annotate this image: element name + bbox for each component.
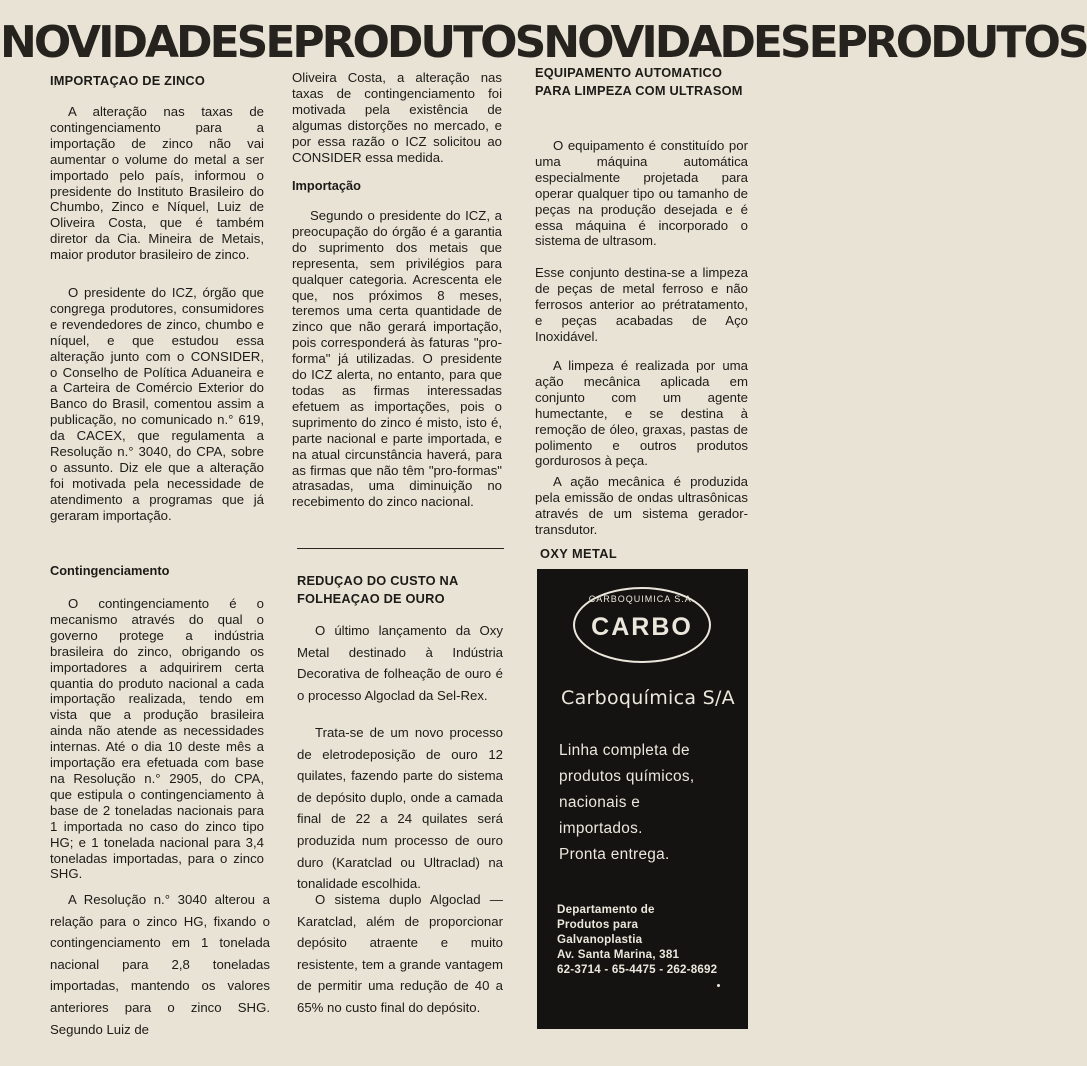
- carboquimica-advertisement: [537, 569, 748, 1029]
- article-title-ultrasound: EQUIPAMENTO AUTOMATICO PARA LIMPEZA COM ULTRASOM: [535, 65, 743, 98]
- ad-address-line: Galvanoplastia: [557, 933, 643, 946]
- seal-ring-text: CARBOQUIMICA S.A.: [588, 594, 696, 604]
- ad-address-line: Av. Santa Marina, 381: [557, 948, 680, 961]
- section-banner: NOVIDADESEPRODUTOSNOVIDADESEPRODUTOS: [0, 17, 1087, 68]
- ad-line: produtos químicos,: [559, 768, 695, 785]
- ad-line: Pronta entrega.: [559, 846, 670, 863]
- paragraph: O sistema duplo Algoclad — Karatclad, além de proporcionar depósito atraente e muito resistente, tem a grande vantagem de permitir uma redução de 40 a 65% no custo final do depósito.: [297, 892, 503, 1015]
- article-credit: OXY METAL: [540, 546, 618, 561]
- paragraph: O presidente do ICZ, órgão que congrega produtores, consumidores e revendedores de zinco, chumbo e níquel, e que estudou essa alteração junto com o CONSIDER, o Conselho de Política Aduaneira e a Carteira de Comércio Exterior do Banco do Brasil, comentou assim a publicação, no comunicado n.° 619, da CACEX, que regulamenta a Resolução n.° 3040, do CPA, sobre o assunto. Diz ele que a alteração foi motivada pela necessidade de atendimento a programas que já geraram importação.: [50, 285, 264, 523]
- paragraph: O último lançamento da Oxy Metal destinado à Indústria Decorativa de folheação de ouro é o processo Algoclad da Sel-Rex.: [297, 623, 503, 703]
- company-name: Carboquímica S/A: [561, 687, 735, 709]
- paragraph: Trata-se de um novo processo de eletrodeposição de ouro 12 quilates, fazendo parte do sistema de depósito duplo, onde a camada final de 22 a 24 quilates será produzida num processo de ouro duro (Karatclad ou Ultraclad) na tonalidade escolhida.: [297, 725, 503, 892]
- column-divider: [297, 548, 504, 549]
- decorative-dot: [717, 984, 720, 987]
- paragraph: A ação mecânica é produzida pela emissão de ondas ultrasônicas através de um sistema gerador-transdutor.: [535, 474, 748, 537]
- ad-line: importados.: [559, 820, 643, 837]
- ad-phone-line: 62-3714 - 65-4475 - 262-8692: [557, 963, 718, 976]
- ad-line: Linha completa de: [559, 742, 690, 759]
- paragraph: Oliveira Costa, a alteração nas taxas de contingenciamento foi motivada pela existência de algumas distorções no mercado, e por essa razão o ICZ solicitou ao CONSIDER essa medida.: [292, 70, 502, 165]
- carbo-seal-logo: [573, 587, 711, 663]
- paragraph: O contingenciamento é o mecanismo através do qual o governo protege a indústria brasileira do zinco, obrigando os importadores a adquirirem certa quantia do produto nacional a cada importação realizada, tendo em vista que a produção brasileira ainda não atende as necessidades internas. Até o dia 10 deste mês a importação era efetuada com base na Resolução n.° 2905, do CPA, que estipula o contingenciamento à base de 2 toneladas nacionais para 1 importada no caso do zinco tipo HG; e 1 tonelada nacional para 3,4 toneladas importadas, para o zinco SHG.: [50, 596, 264, 882]
- subheading-contingenciamento: Contingenciamento: [50, 563, 170, 578]
- paragraph: A limpeza é realizada por uma ação mecânica aplicada em conjunto com um agente humectante, e se destina à remoção de óleo, graxas, pastas de polimento e outros produtos gordurosos à peça.: [535, 358, 748, 469]
- ad-address-line: Departamento de: [557, 903, 655, 916]
- ad-line: nacionais e: [559, 794, 641, 811]
- seal-brand: CARBO: [591, 613, 693, 641]
- paragraph: Segundo o presidente do ICZ, a preocupação do órgão é a garantia do suprimento dos metais que representa, sem privilégios para qualquer categoria. Acrescenta ele que, nos próximos 8 meses, teremos uma certa quantidade de zinco que não gerará importação, pois corresponderá às faturas "pro-forma" já utilizadas. O presidente do ICZ alerta, no entanto, para que todas as firmas interessadas efetuem as importações, pois o suprimento do zinco é misto, isto é, parte nacional e parte importada, e na atual circunstância haverá, para as firmas que não têm "pro-formas" atrasadas, uma diminuição no recebimento do zinco nacional.: [292, 208, 502, 510]
- paragraph: O equipamento é constituído por uma máquina automática especialmente projetada para operar qualquer tipo ou tamanho de peças na produção desejada e é essa máquina é incorporado o sistema de ultrasom.: [535, 138, 748, 249]
- paragraph: A Resolução n.° 3040 alterou a relação para o zinco HG, fixando o contingenciamento em 1 tonelada nacional para 2,8 toneladas importadas, mantendo os valores anteriores para o zinco SHG. Segundo Luiz de: [50, 892, 270, 1037]
- paragraph: Esse conjunto destina-se a limpeza de peças de metal ferroso e não ferrosos anterior ao prétratamento, e peças acabadas de Aço Inoxidável.: [535, 265, 748, 344]
- paragraph: A alteração nas taxas de contingenciamento para a importação de zinco não vai aumentar o volume do metal a ser importado pelo país, informou o presidente do Instituto Brasileiro do Chumbo, Zinco e Níquel, Luiz de Oliveira Costa, que é também diretor da Cia. Mineira de Metais, maior produtor brasileiro de zinco.: [50, 104, 264, 263]
- article-title-gold: REDUÇAO DO CUSTO NA FOLHEAÇAO DE OURO: [297, 573, 458, 606]
- subheading-importacao: Importação: [292, 178, 361, 193]
- ad-address-line: Produtos para: [557, 918, 639, 931]
- article-title-zinc: IMPORTAÇAO DE ZINCO: [50, 73, 205, 88]
